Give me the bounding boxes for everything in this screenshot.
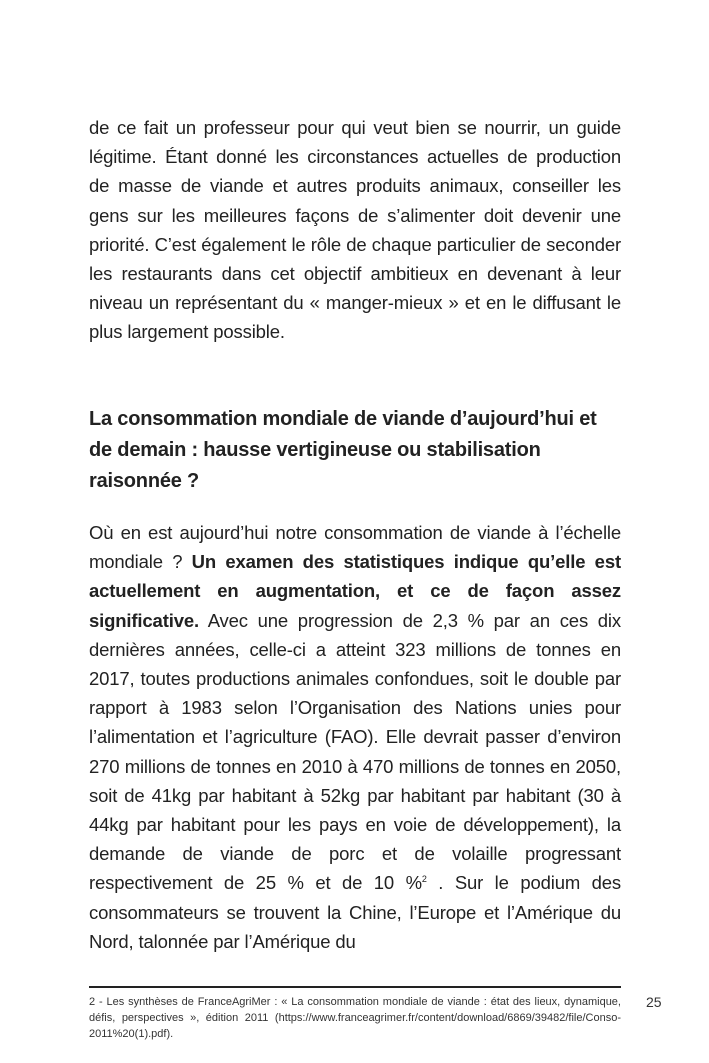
intro-paragraph: de ce fait un professeur pour qui veut bien se nourrir, un guide légitime. Étant donné les circonstances actuelles de production de masse de viande et autres produits animaux, conseiller les gens sur les meilleures façons de s’alimenter doit devenir une priorité. C’est également le rôle de chaque particulier de seconder les restaurants dans cet objectif ambitieux en devenant à leur niveau un représentant du « manger-mieux » et en le diffusant le plus largement possible. [89,117,621,343]
body-paragraph [89,518,621,956]
footnote-ref[interactable]: 2 [421,874,427,885]
page-number: 25 [646,994,662,1010]
body-text-part3: . Sur le podium des consommateurs se trouvent la Chine, l’Europe et l’Amérique du Nord, talonnée par l’Amérique du [89,872,621,952]
footnote: 2 - Les synthèses de FranceAgriMer : « La consommation mondiale de viande : état des lieux, dynamique, défis, perspectives », édition 2011 (https://www.franceagrimer.fr/content/download/6869/39482/file/Conso-2011%20(1).pdf). [89,996,621,1040]
body-text-part2: Avec une progression de 2,3 % par an ces dix dernières années, celle-ci a atteint 323 millions de tonnes en 2017, toutes productions animales confondues, soit le double par rapport à 1983 selon l’Organisation des Nations unies pour l’alimentation et l’agriculture (FAO). Elle devrait passer d’environ 270 millions de tonnes en 2010 à 470 millions de tonnes en 2050, soit de 41kg par habitant à 52kg par habitant par habitant (30 à 44kg par habitant pour les pays en voie de développement), la demande de viande de porc et de volaille progressant respectivement de 25 % et de 10 % [89,609,621,894]
body-emphasis: Un examen des statistiques indique qu’elle est actuellement en augmentation, et ce de façon assez significative. [89,551,621,631]
footnote-divider [89,986,621,988]
body-text-part1: Où en est aujourd’hui notre consommation de viande à l’échelle mondiale ? [89,522,621,573]
section-heading: La consommation mondiale de viande d’aujourd’hui et de demain : hausse vertigineuse ou stabilisation raisonnée ? [89,408,597,492]
